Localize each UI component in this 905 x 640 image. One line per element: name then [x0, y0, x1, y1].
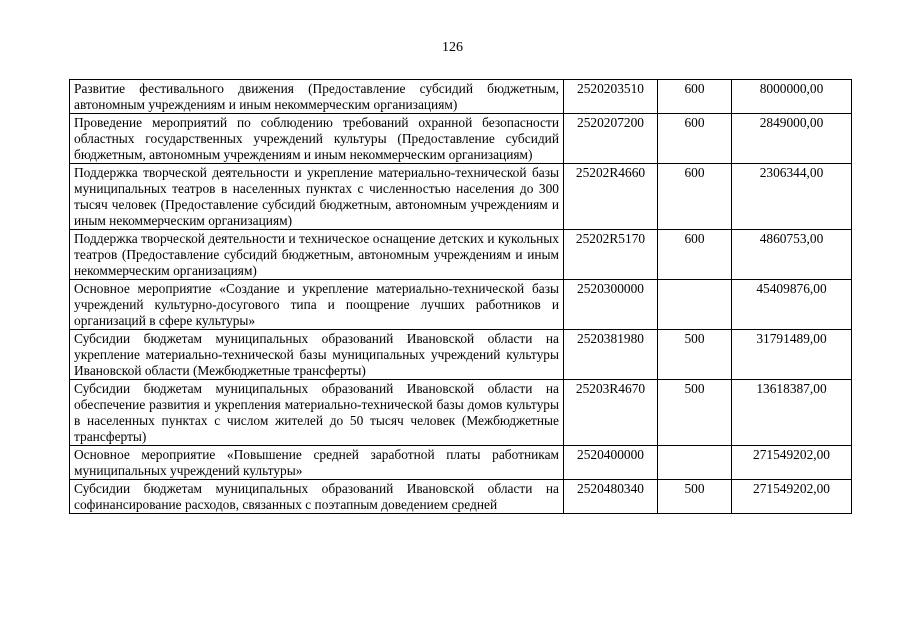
amount-cell: 2849000,00 — [732, 114, 852, 164]
amount-cell: 8000000,00 — [732, 80, 852, 114]
page-number: 126 — [442, 40, 463, 55]
target-code-cell: 25202R4660 — [564, 164, 658, 230]
expense-type-cell: 600 — [658, 164, 732, 230]
budget-table — [69, 79, 852, 514]
amount-cell: 271549202,00 — [732, 446, 852, 480]
expense-name-cell: Основное мероприятие «Создание и укрепление материально-технической базы учреждений культурно-досугового типа и поощрение лучших работников и организаций в сфере культуры» — [70, 280, 564, 330]
expense-name-cell: Поддержка творческой деятельности и укрепление материально-технической базы муниципальных театров в населенных пунктах с численностью населения до 300 тысяч человек (Предоставление субсидий бюджетным, автономным учреждениям и иным некоммерческим организациям) — [70, 164, 564, 230]
expense-type-cell: 500 — [658, 330, 732, 380]
expense-name-cell: Субсидии бюджетам муниципальных образований Ивановской области на софинансирование расходов, связанных с поэтапным доведением средней — [70, 480, 564, 514]
expense-type-cell — [658, 446, 732, 480]
table-row — [70, 380, 852, 446]
expense-name-cell: Развитие фестивального движения (Предоставление субсидий бюджетным, автономным учреждениям и иным некоммерческим организациям) — [70, 80, 564, 114]
expense-type-cell — [658, 280, 732, 330]
expense-type-cell: 600 — [658, 80, 732, 114]
expense-type-cell: 600 — [658, 230, 732, 280]
table-row — [70, 164, 852, 230]
target-code-cell: 2520480340 — [564, 480, 658, 514]
expense-type-cell: 500 — [658, 380, 732, 446]
target-code-cell: 2520300000 — [564, 280, 658, 330]
target-code-cell: 2520400000 — [564, 446, 658, 480]
expense-name-cell: Субсидии бюджетам муниципальных образований Ивановской области на укрепление материально-технической базы муниципальных учреждений культуры Ивановской области (Межбюджетные трансферты) — [70, 330, 564, 380]
table-row — [70, 280, 852, 330]
table-row — [70, 480, 852, 514]
target-code-cell: 2520203510 — [564, 80, 658, 114]
expense-type-cell: 500 — [658, 480, 732, 514]
table-row — [70, 230, 852, 280]
amount-cell: 31791489,00 — [732, 330, 852, 380]
table-row — [70, 330, 852, 380]
table-row — [70, 80, 852, 114]
target-code-cell: 25203R4670 — [564, 380, 658, 446]
expense-name-cell: Основное мероприятие «Повышение средней заработной платы работникам муниципальных учреждений культуры» — [70, 446, 564, 480]
expense-name-cell: Поддержка творческой деятельности и техническое оснащение детских и кукольных театров (Предоставление субсидий бюджетным, автономным учреждениям и иным некоммерческим организациям) — [70, 230, 564, 280]
target-code-cell: 25202R5170 — [564, 230, 658, 280]
amount-cell: 45409876,00 — [732, 280, 852, 330]
amount-cell: 13618387,00 — [732, 380, 852, 446]
expense-name-cell: Субсидии бюджетам муниципальных образований Ивановской области на обеспечение развития и укрепления материально-технической базы домов культуры в населенных пунктах с числом жителей до 50 тысяч человек (Межбюджетные трансферты) — [70, 380, 564, 446]
table-row — [70, 114, 852, 164]
amount-cell: 271549202,00 — [732, 480, 852, 514]
expense-type-cell: 600 — [658, 114, 732, 164]
amount-cell: 4860753,00 — [732, 230, 852, 280]
target-code-cell: 2520207200 — [564, 114, 658, 164]
amount-cell: 2306344,00 — [732, 164, 852, 230]
target-code-cell: 2520381980 — [564, 330, 658, 380]
expense-name-cell: Проведение мероприятий по соблюдению требований охранной безопасности областных государственных учреждений культуры (Предоставление субсидий бюджетным, автономным учреждениям и иным некоммерческим организациям) — [70, 114, 564, 164]
table-row — [70, 446, 852, 480]
